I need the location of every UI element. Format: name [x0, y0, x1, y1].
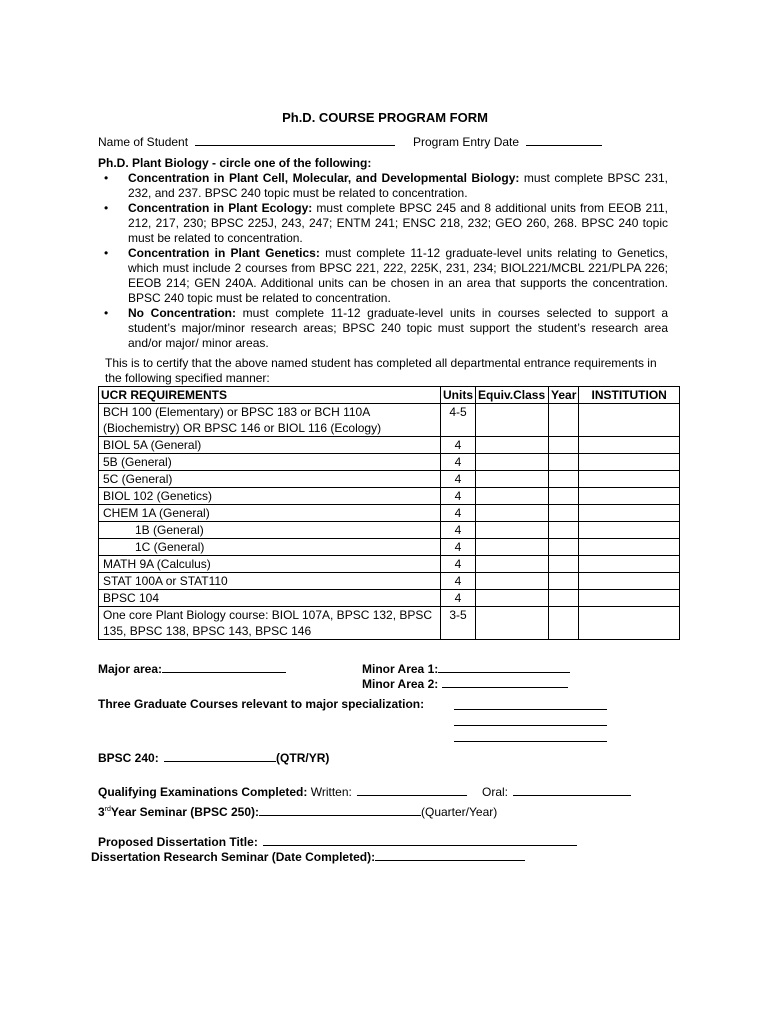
concentration-item[interactable]: • Concentration in Plant Genetics: must complete 11-12 graduate-level units relating to Genetics, which must include 2 courses from BPSC 221, 222, 225K, 231, 234; BIOL221/MCBL 221/PLPA 226; EEOB 214; GEN 240A. Additional units can be chosen in an area that supports the concentration. BPSC 240 topic must be related to concentration.	[104, 246, 669, 305]
table-row: MATH 9A (Calculus) 4	[99, 556, 680, 573]
course-1-field[interactable]	[454, 697, 607, 710]
table-row: BIOL 102 (Genetics) 4	[99, 488, 680, 505]
institution-cell[interactable]	[579, 573, 680, 590]
table-header-row	[99, 387, 680, 404]
certify-text: This is to certify that the above named student has completed all departmental entrance requirements in the following specified manner:	[105, 356, 657, 385]
institution-cell[interactable]	[579, 539, 680, 556]
equiv-cell[interactable]	[476, 590, 549, 607]
seminar-field[interactable]	[259, 803, 421, 816]
qualifying-row	[98, 783, 467, 799]
three-courses-label: Three Graduate Courses relevant to major specialization:	[98, 697, 425, 711]
bullet-icon: •	[104, 201, 109, 215]
year-cell[interactable]	[549, 607, 579, 640]
concentration-item[interactable]: • Concentration in Plant Cell, Molecular, and Developmental Biology: must complete BPSC 231, 232, and 237. BPSC 240 topic must be related to concentration.	[104, 171, 668, 200]
year-cell[interactable]	[549, 488, 579, 505]
written-label: Written:	[307, 785, 352, 799]
year-cell[interactable]	[549, 556, 579, 573]
year-cell[interactable]	[549, 505, 579, 522]
year-cell[interactable]	[549, 437, 579, 454]
year-cell[interactable]	[549, 539, 579, 556]
concentration-section	[98, 156, 668, 351]
minor-area-2-row	[362, 675, 568, 691]
equiv-cell[interactable]	[476, 454, 549, 471]
seminar-number: 3	[98, 805, 105, 819]
equiv-cell[interactable]	[476, 607, 549, 640]
oral-row	[482, 783, 631, 799]
dissertation-seminar-row	[91, 848, 525, 864]
qtr-yr-label: (QTR/YR)	[276, 751, 330, 765]
institution-cell[interactable]	[579, 505, 680, 522]
table-row: BCH 100 (Elementary) or BPSC 183 or BCH 110A (Biochemistry) OR BPSC 146 or BIOL 116 (Ecology) 4-5	[99, 404, 680, 437]
institution-cell[interactable]	[579, 522, 680, 539]
written-field[interactable]	[357, 783, 467, 796]
major-area-label: Major area:	[98, 662, 163, 676]
bullet-icon: •	[104, 306, 109, 320]
minor-area-2-label: Minor Area 2:	[362, 677, 439, 691]
equiv-cell[interactable]	[476, 505, 549, 522]
bullet-icon: •	[104, 246, 109, 260]
minor-area-1-label: Minor Area 1:	[362, 662, 439, 676]
course-3-field[interactable]	[454, 729, 607, 742]
dissertation-title-field[interactable]	[263, 833, 577, 846]
qualifying-label: Qualifying Examinations Completed:	[98, 785, 308, 799]
institution-cell[interactable]	[579, 471, 680, 488]
institution-cell[interactable]	[579, 590, 680, 607]
entry-date-row	[413, 133, 602, 149]
dissertation-title-row	[98, 833, 577, 849]
year-cell[interactable]	[549, 404, 579, 437]
table-row: 1C (General) 4	[99, 539, 680, 556]
table-row: One core Plant Biology course: BIOL 107A, BPSC 132, BPSC 135, BPSC 138, BPSC 143, BPSC 146 3-5	[99, 607, 680, 640]
equiv-cell[interactable]	[476, 539, 549, 556]
bpsc240-field[interactable]	[164, 749, 276, 762]
institution-cell[interactable]	[579, 437, 680, 454]
minor-area-1-field[interactable]	[438, 660, 570, 673]
col-header-requirements: UCR REQUIREMENTS	[99, 387, 441, 404]
institution-cell[interactable]	[579, 488, 680, 505]
entry-date-field[interactable]	[526, 133, 602, 146]
major-area-field[interactable]	[162, 660, 286, 673]
minor-area-2-field[interactable]	[442, 675, 568, 688]
seminar-label: Year Seminar (BPSC 250):	[110, 805, 259, 819]
col-header-equiv: Equiv.Class	[476, 387, 549, 404]
student-name-field[interactable]	[195, 133, 395, 146]
table-row: BPSC 104 4	[99, 590, 680, 607]
entry-date-label: Program Entry Date	[413, 135, 520, 149]
major-area-row	[98, 660, 286, 676]
equiv-cell[interactable]	[476, 437, 549, 454]
equiv-cell[interactable]	[476, 488, 549, 505]
dissertation-seminar-label: Dissertation Research Seminar (Date Completed):	[91, 850, 376, 864]
equiv-cell[interactable]	[476, 522, 549, 539]
seminar-row	[98, 803, 497, 819]
concentration-item[interactable]: • Concentration in Plant Ecology: must complete BPSC 245 and 8 additional units from EEOB 211, 212, 217, 230; BPSC 225J, 243, 247; ENTM 241; ENSC 218, 232; GEO 260, 268. BPSC 240 topic must be related to concentration.	[104, 201, 669, 245]
table-row: 5B (General) 4	[99, 454, 680, 471]
student-name-label: Name of Student	[98, 135, 189, 149]
quarter-year-label: (Quarter/Year)	[421, 805, 498, 819]
institution-cell[interactable]	[579, 607, 680, 640]
year-cell[interactable]	[549, 590, 579, 607]
dissertation-title-label: Proposed Dissertation Title:	[98, 835, 258, 849]
course-2-field[interactable]	[454, 713, 607, 726]
year-cell[interactable]	[549, 573, 579, 590]
table-row: 1B (General) 4	[99, 522, 680, 539]
table-row: STAT 100A or STAT110 4	[99, 573, 680, 590]
requirements-table	[98, 386, 680, 640]
bpsc240-row	[98, 749, 329, 765]
concentration-item[interactable]: • No Concentration: must complete 11-12 graduate-level units in courses selected to support a student’s major/minor research areas; BPSC 240 topic must support the student’s research area and/or major/ minor areas.	[104, 306, 668, 350]
minor-area-1-row	[362, 660, 570, 676]
dissertation-seminar-field[interactable]	[375, 848, 525, 861]
year-cell[interactable]	[549, 471, 579, 488]
table-row: BIOL 5A (General) 4	[99, 437, 680, 454]
oral-label: Oral:	[482, 785, 509, 799]
oral-field[interactable]	[513, 783, 631, 796]
col-header-institution: INSTITUTION	[579, 387, 680, 404]
concentration-list	[98, 171, 668, 351]
col-header-units: Units	[441, 387, 476, 404]
seminar-superscript: rd	[104, 806, 111, 813]
bpsc240-label: BPSC 240:	[98, 751, 159, 765]
table-row: 5C (General) 4	[99, 471, 680, 488]
equiv-cell[interactable]	[476, 404, 549, 437]
equiv-cell[interactable]	[476, 556, 549, 573]
institution-cell[interactable]	[579, 454, 680, 471]
institution-cell[interactable]	[579, 556, 680, 573]
equiv-cell[interactable]	[476, 471, 549, 488]
institution-cell[interactable]	[579, 404, 680, 437]
year-cell[interactable]	[549, 454, 579, 471]
page-title: Ph.D. COURSE PROGRAM FORM	[282, 110, 488, 125]
student-name-row	[98, 133, 395, 149]
equiv-cell[interactable]	[476, 573, 549, 590]
plant-bio-heading: Ph.D. Plant Biology - circle one of the following:	[98, 156, 372, 170]
table-row: CHEM 1A (General) 4	[99, 505, 680, 522]
year-cell[interactable]	[549, 522, 579, 539]
bullet-icon: •	[104, 171, 109, 185]
col-header-year: Year	[549, 387, 579, 404]
